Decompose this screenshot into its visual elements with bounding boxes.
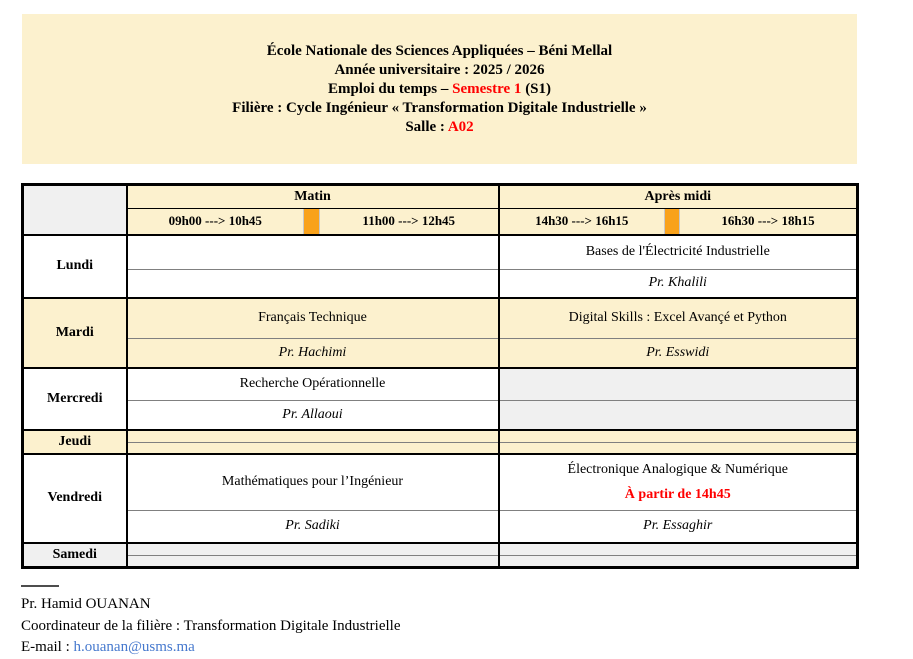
signature-line [21, 585, 59, 587]
day-cell-vendredi: Vendredi [23, 454, 127, 543]
mercredi-morning-subject: Recherche Opérationnelle [127, 368, 499, 401]
mercredi-morning-professor: Pr. Allaoui [127, 401, 499, 430]
period-header-morning: Matin [127, 185, 499, 209]
samedi-afternoon-professor [499, 556, 858, 568]
mercredi-afternoon-professor [499, 401, 858, 430]
lundi-afternoon-subject: Bases de l'Électricité Industrielle [499, 235, 858, 270]
day-cell-mercredi: Mercredi [23, 368, 127, 430]
period-header-afternoon: Après midi [499, 185, 858, 209]
semester-highlight: Semestre 1 [452, 80, 522, 97]
mardi-afternoon-professor: Pr. Esswidi [499, 339, 858, 368]
time-slot-4: 16h30 ---> 18h15 [680, 209, 858, 235]
coordinator-role: Coordinateur de la filière : Transformation Digitale Industrielle [21, 617, 401, 634]
mercredi-afternoon-subject [499, 368, 858, 401]
jeudi-afternoon-subject [499, 430, 858, 443]
footer [21, 585, 401, 659]
email-link[interactable]: h.ouanan@usms.ma [73, 639, 195, 655]
room-label: Salle : [405, 118, 448, 135]
lundi-afternoon-professor: Pr. Khalili [499, 270, 858, 298]
orange-separator [304, 209, 320, 235]
corner-cell [23, 185, 127, 235]
day-cell-mardi: Mardi [23, 298, 127, 368]
time-slot-2: 11h00 ---> 12h45 [320, 209, 499, 235]
vendredi-morning-professor: Pr. Sadiki [127, 511, 499, 543]
vendredi-afternoon-professor: Pr. Essaghir [499, 511, 858, 543]
time-slot-1: 09h00 ---> 10h45 [127, 209, 304, 235]
day-cell-lundi: Lundi [23, 235, 127, 298]
school-name: École Nationale des Sciences Appliquées – Béni Mellal [266, 42, 613, 59]
vendredi-morning-subject: Mathématiques pour l’Ingénieur [127, 454, 499, 511]
document-title [328, 80, 551, 99]
day-cell-jeudi: Jeudi [23, 430, 127, 454]
samedi-afternoon-subject [499, 543, 858, 556]
jeudi-afternoon-professor [499, 443, 858, 454]
academic-year: Année universitaire : 2025 / 2026 [334, 61, 545, 78]
jeudi-morning-subject [127, 430, 499, 443]
samedi-morning-professor [127, 556, 499, 568]
vendredi-afternoon-subject [499, 454, 858, 511]
document-title-prefix: Emploi du temps – [327, 80, 453, 97]
email-line [21, 637, 401, 659]
email-label: E-mail : [21, 639, 74, 655]
mardi-afternoon-subject: Digital Skills : Excel Avançé et Python [499, 298, 858, 339]
vendredi-afternoon-subject-title: Électronique Analogique & Numérique [567, 461, 788, 477]
time-slot-3: 14h30 ---> 16h15 [499, 209, 665, 235]
orange-separator [665, 209, 680, 235]
room-line [405, 118, 473, 137]
room-number: A02 [447, 118, 474, 135]
vendredi-afternoon-note: À partir de 14h45 [624, 486, 731, 502]
header-banner [22, 14, 857, 164]
program-name: Filière : Cycle Ingénieur « Transformation Digitale Industrielle » [232, 99, 647, 116]
lundi-morning-professor [127, 270, 499, 298]
timetable [21, 183, 859, 569]
lundi-morning-subject [127, 235, 499, 270]
jeudi-morning-professor [127, 443, 499, 454]
day-cell-samedi: Samedi [23, 543, 127, 568]
samedi-morning-subject [127, 543, 499, 556]
document-title-suffix: (S1) [521, 80, 552, 97]
coordinator-name: Pr. Hamid OUANAN [21, 596, 151, 612]
mardi-morning-professor: Pr. Hachimi [127, 339, 499, 368]
mardi-morning-subject: Français Technique [127, 298, 499, 339]
